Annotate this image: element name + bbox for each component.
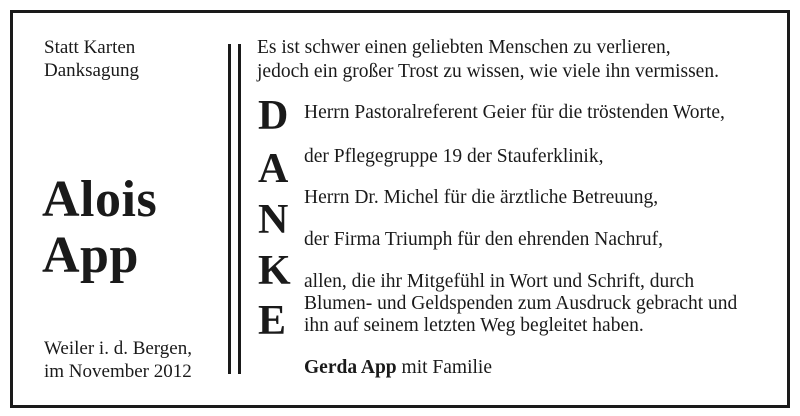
signature-name: Gerda App [304,357,397,378]
intro-line-2: jedoch ein großer Trost zu wissen, wie viele ihn vermissen. [257,61,719,82]
signature-suffix: mit Familie [396,357,492,378]
danke-letter-a: A [258,146,289,192]
divider-rule-left [228,44,231,374]
thanks-line-1: Herrn Pastoralreferent Geier für die tröstenden Worte, [304,102,725,123]
date-line: im November 2012 [44,361,192,382]
danke-letter-e: E [258,298,287,344]
thanks-line-5: allen, die ihr Mitgefühl in Wort und Schrift, durch [304,271,695,292]
signature-line [304,356,492,380]
divider-rule-right [238,44,241,374]
deceased-last-name: App [42,227,139,284]
danksagung-label: Danksagung [44,60,139,81]
thanks-line-7: ihn auf seinem letzten Weg begleitet haben. [304,315,644,336]
statt-karten-label: Statt Karten [44,37,136,58]
danke-letter-d: D [258,93,289,139]
danke-letter-n: N [258,197,289,243]
thanks-line-2: der Pflegegruppe 19 der Stauferklinik, [304,146,604,167]
place-line: Weiler i. d. Bergen, [44,338,192,359]
thanks-line-6: Blumen- und Geldspenden zum Ausdruck gebracht und [304,293,738,314]
thanks-line-4: der Firma Triumph für den ehrenden Nachruf, [304,229,664,250]
intro-line-1: Es ist schwer einen geliebten Menschen zu verlieren, [257,37,671,58]
deceased-first-name: Alois [42,171,158,228]
thanks-line-3: Herrn Dr. Michel für die ärztliche Betreuung, [304,187,659,208]
danke-letter-k: K [258,248,291,294]
